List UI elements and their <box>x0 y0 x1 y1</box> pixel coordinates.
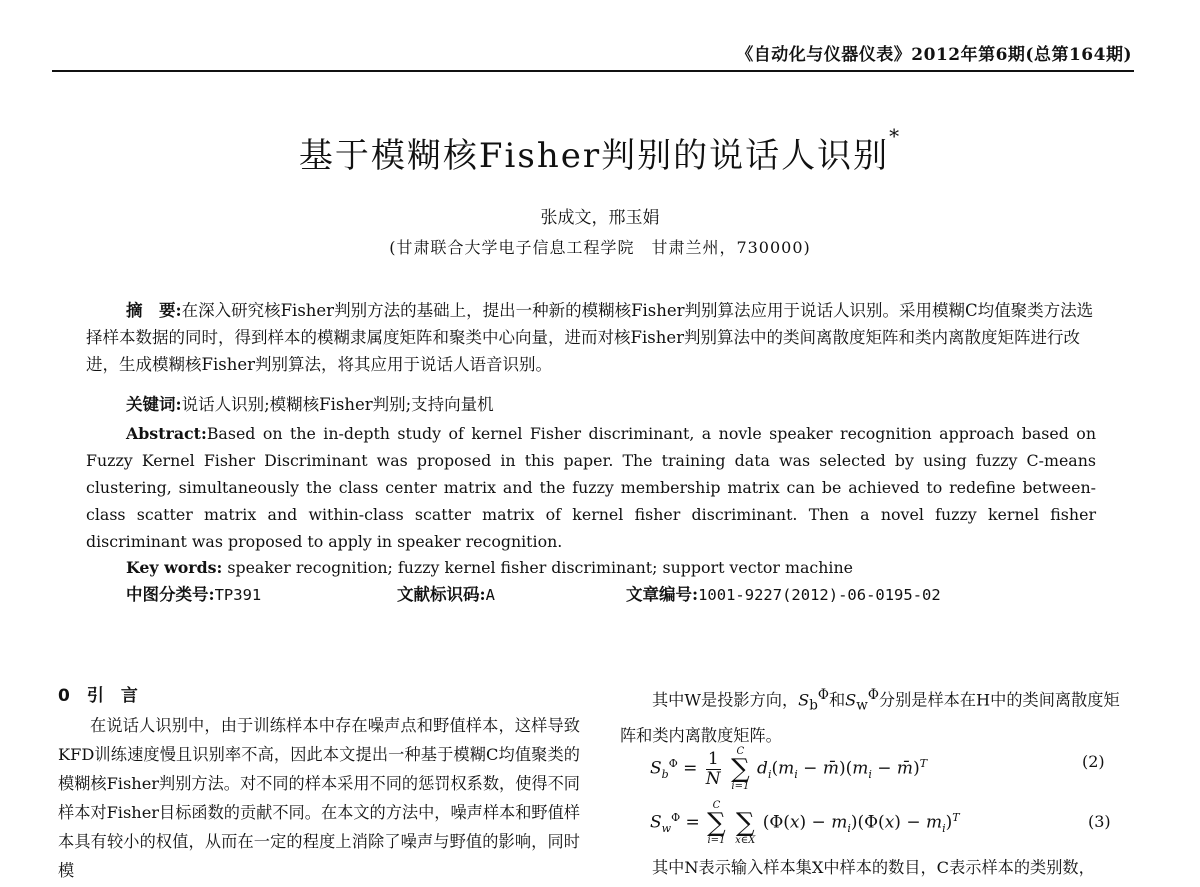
doc-code <box>397 581 495 609</box>
rp1-text-b: 分别是样本在H中的类间离散度矩阵和类内离散度矩阵。 <box>620 690 1120 745</box>
sb-symbol: S <box>798 690 810 710</box>
keywords-en <box>126 554 1096 581</box>
keywords-en-text: speaker recognition; fuzzy kernel fisher discriminant; support vector machine <box>222 558 853 577</box>
abstract-en-label: Abstract: <box>126 424 207 443</box>
equation-2-number: (2) <box>1082 752 1105 771</box>
paper-affiliation: (甘肃联合大学电子信息工程学院 甘肃兰州，730000) <box>389 238 811 257</box>
sw-symbol: S <box>845 690 857 710</box>
clc-label: 中图分类号: <box>126 585 215 604</box>
doc-value: A <box>485 586 495 604</box>
article-number <box>626 581 941 609</box>
paper-title-text: 基于模糊核Fisher判别的说话人识别 <box>298 136 890 176</box>
sw-phi: Φ <box>867 687 879 703</box>
doc-label: 文献标识码: <box>397 585 486 604</box>
eq2-fraction: $\frac{1}{N}$ <box>705 748 721 789</box>
article-label: 文章编号: <box>626 585 699 604</box>
abstract-cn-label: 摘 要: <box>126 301 182 320</box>
eq3-sum-inner: ∑ x∈X <box>735 808 756 846</box>
paper-title <box>0 124 1200 177</box>
abstract-en-text: Based on the in-depth study of kernel Fisher discriminant, a novle speaker recognition approach based on Fuzzy Kernel Fisher Discriminant was proposed in this paper. The training data was selected by using fuzzy C-means clustering, simultaneously the class center matrix and the fuzzy membership matrix can be achieved to redefine between-class scatter matrix and within-class scatter matrix of kernel fisher discriminant. Then a novel fuzzy kernel fisher discriminant was proposed to apply in speaker recognition. <box>86 424 1096 551</box>
paper-authors: 张成文，邢玉娟 <box>540 208 660 228</box>
left-column-paragraph: 在说话人识别中，由于训练样本中存在噪声点和野值样本，这样导致KFD训练速度慢且识别率不高，因此本文提出一种基于模糊C均值聚类的模糊核Fisher判别方法。对不同的样本采用不同的惩罚权系数，使得不同样本对Fisher目标函数的贡献不同。在本文的方法中，噪声样本和野值样本具有较小的权值，从而在一定的程度上消除了噪声与野值的影响，同时模 <box>58 716 580 880</box>
sb-phi: Φ <box>817 687 829 703</box>
keywords-en-label: Key words: <box>126 558 223 577</box>
sw-subscript: w <box>856 697 868 714</box>
keywords-cn <box>126 391 1096 418</box>
equation-2: $S_b^\Phi$ = $\frac{1}{N}$ C ∑ i=1 $d_i(m_i$ − $m̄)(m_i$ − m̄)$^T$ <box>650 746 928 792</box>
title-footnote-mark: * <box>889 124 902 148</box>
abstract-en <box>86 420 1096 555</box>
eq2-sum: C ∑ i=1 <box>731 746 750 792</box>
rp1-and: 和 <box>828 690 846 710</box>
equation-3: $S_w^\Phi$ = C ∑ i=1 ∑ x∈X $(\Phi(x) - m_i)(\Phi(x) - m_i)^T$ <box>650 800 960 846</box>
right-column-paragraph-2: 其中N表示输入样本集X中样本的数目，C表示样本的类别数， <box>652 858 1095 877</box>
clc-value: TP391 <box>214 586 262 604</box>
rp1-text-a: 其中W是投影方向， <box>652 690 799 710</box>
journal-header: 《自动化与仪器仪表》2012年第6期(总第164期) <box>736 45 1132 65</box>
article-value: 1001-9227(2012)-06-0195-02 <box>698 586 941 604</box>
abstract-cn <box>86 297 1096 378</box>
clc-number <box>126 581 261 609</box>
right-column-paragraph-1 <box>620 681 1134 750</box>
eq3-sum-outer: C ∑ i=1 <box>707 800 726 846</box>
abstract-cn-text: 在深入研究核Fisher判别方法的基础上，提出一种新的模糊核Fisher判别算法应用于说话人识别。采用模糊C均值聚类方法选择样本数据的同时，得到样本的模糊隶属度矩阵和聚类中心向量，进而对核Fisher判别算法中的类间离散度矩阵和类内离散度矩阵进行改进，生成模糊核Fisher判别算法，将其应用于说话人语音识别。 <box>86 301 1094 374</box>
section-heading: 0 引 言 <box>58 686 138 706</box>
sb-subscript: b <box>809 697 818 714</box>
keywords-cn-label: 关键词: <box>126 395 182 414</box>
header-rule <box>52 70 1134 72</box>
keywords-cn-text: 说话人识别;模糊核Fisher判别;支持向量机 <box>181 395 494 414</box>
equation-3-number: (3) <box>1088 812 1111 831</box>
